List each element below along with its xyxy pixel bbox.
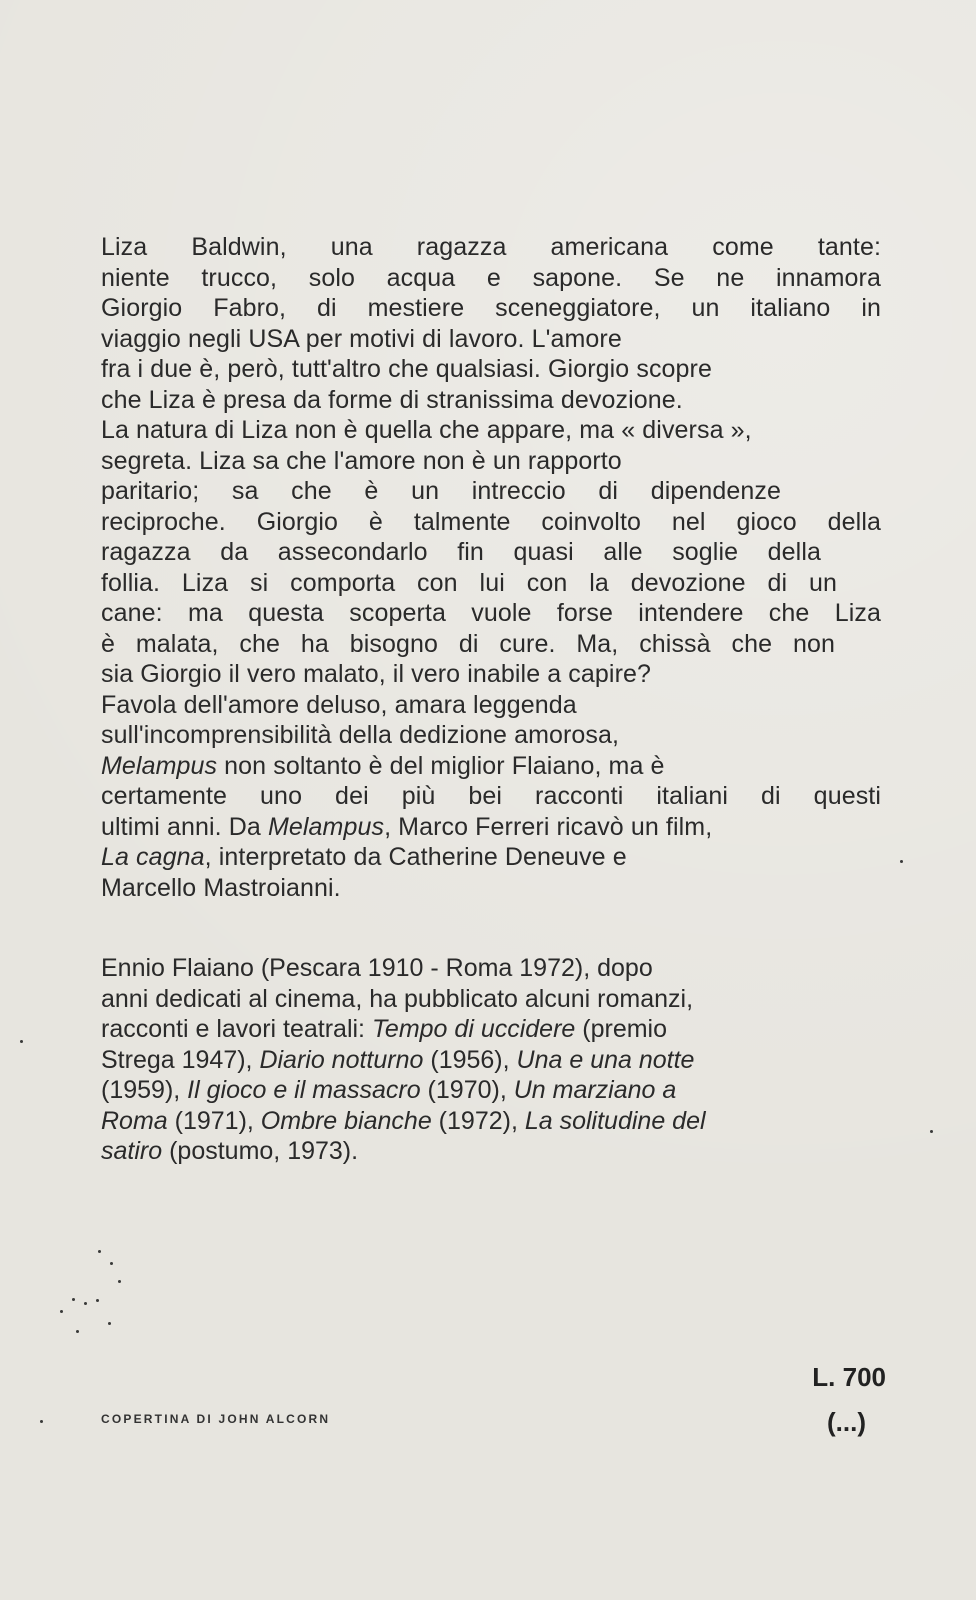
bio-line: (1959), Il gioco e il massacro (1970), Un marziano a — [101, 1076, 677, 1104]
work-title: Una e una notte — [516, 1045, 695, 1074]
synopsis-line: La cagna, interpretato da Catherine Deneuve e — [101, 843, 627, 871]
book-title-melampus: Melampus — [101, 751, 218, 780]
synopsis-line: cane: ma questa scoperta vuole forse intendere che Liza — [101, 599, 881, 627]
work-title: Diario notturno — [259, 1045, 424, 1074]
synopsis-line: Liza Baldwin, una ragazza americana come tante: — [101, 233, 881, 261]
work-title: Roma — [101, 1106, 168, 1135]
synopsis-line: Melampus non soltanto è del miglior Flaiano, ma è — [101, 751, 665, 780]
synopsis-line: viaggio negli USA per motivi di lavoro. L'amore — [101, 324, 622, 353]
synopsis — [101, 232, 881, 903]
synopsis-line: ultimi anni. Da Melampus, Marco Ferreri ricavò un film, — [101, 812, 713, 841]
book-title-melampus: Melampus — [267, 812, 385, 841]
work-title: satiro — [101, 1137, 163, 1165]
work-title: Il gioco e il massacro — [187, 1076, 421, 1104]
synopsis-line: fra i due è, però, tutt'altro che qualsiasi. Giorgio scopre — [101, 355, 712, 383]
bio-line: racconti e lavori teatrali: Tempo di uccidere (premio — [101, 1015, 667, 1043]
work-title: Ombre bianche — [260, 1106, 432, 1135]
bio-line: Strega 1947), Diario notturno (1956), Una e una notte — [101, 1045, 695, 1074]
synopsis-line: Favola dell'amore deluso, amara leggenda — [101, 690, 577, 719]
bio-line: satiro (postumo, 1973). — [101, 1137, 359, 1165]
synopsis-line: ragazza da assecondarlo fin quasi alle soglie della — [101, 538, 821, 566]
synopsis-line: follia. Liza si comporta con lui con la devozione di un — [101, 568, 837, 597]
bio-line: Ennio Flaiano (Pescara 1910 - Roma 1972), dopo — [101, 954, 653, 982]
synopsis-line: Marcello Mastroianni. — [101, 873, 341, 902]
synopsis-line: è malata, che ha bisogno di cure. Ma, chissà che non — [101, 629, 835, 658]
price-code: (...) — [827, 1407, 866, 1437]
synopsis-line: che Liza è presa da forme di stranissima devozione. — [101, 385, 683, 414]
work-title: La solitudine del — [524, 1106, 706, 1135]
cover-credit: COPERTINA DI JOHN ALCORN — [101, 1412, 331, 1426]
synopsis-line: certamente uno dei più bei racconti italiani di questi — [101, 782, 881, 810]
work-title: Un marziano a — [513, 1076, 677, 1104]
synopsis-line: Giorgio Fabro, di mestiere sceneggiatore, un italiano in — [101, 294, 881, 322]
price-label: L. 700 — [812, 1362, 886, 1392]
synopsis-line: segreta. Liza sa che l'amore non è un rapporto — [101, 446, 622, 475]
work-title: Tempo di uccidere — [371, 1015, 576, 1043]
film-title-la-cagna: La cagna — [101, 843, 205, 871]
synopsis-line: sull'incomprensibilità della dedizione amorosa, — [101, 721, 620, 749]
synopsis-line: sia Giorgio il vero malato, il vero inabile a capire? — [101, 660, 652, 688]
bio-line: anni dedicati al cinema, ha pubblicato alcuni romanzi, — [101, 984, 694, 1013]
synopsis-line: paritario; sa che è un intreccio di dipendenze — [101, 477, 781, 505]
synopsis-line: reciproche. Giorgio è talmente coinvolto nel gioco della — [101, 507, 881, 536]
bio-line: Roma (1971), Ombre bianche (1972), La solitudine del — [101, 1106, 706, 1135]
synopsis-line: La natura di Liza non è quella che appare, ma « diversa », — [101, 416, 752, 444]
author-bio — [101, 953, 881, 1167]
synopsis-line: niente trucco, solo acqua e sapone. Se ne innamora — [101, 263, 881, 292]
